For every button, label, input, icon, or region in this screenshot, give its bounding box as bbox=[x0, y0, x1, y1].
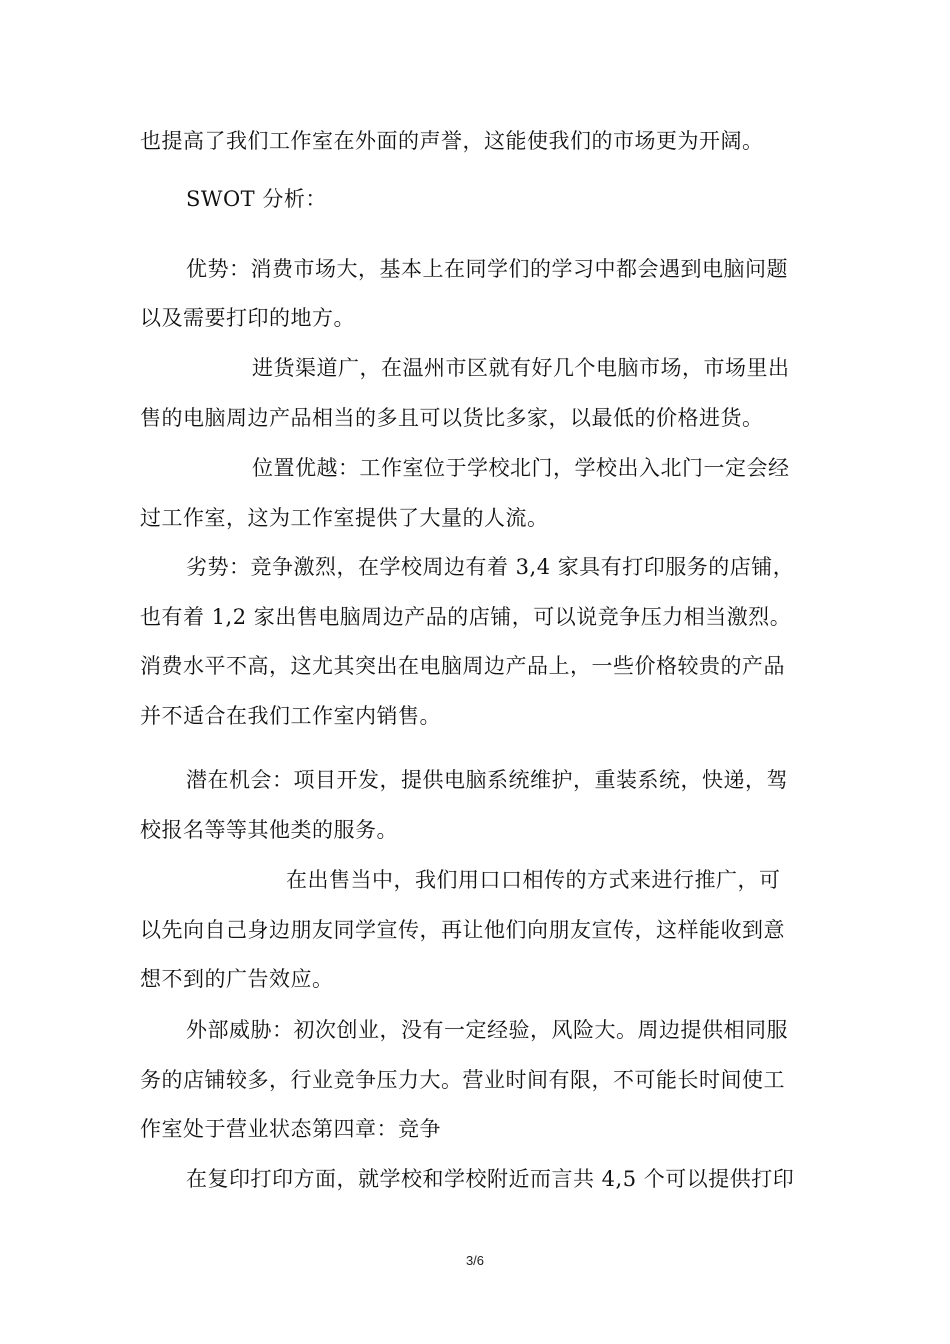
text-line: 位置优越：工作室位于学校北门，学校出入北门一定会经 bbox=[252, 456, 790, 480]
text-line: 并不适合在我们工作室内销售。 bbox=[140, 704, 441, 728]
text-line: 进货渠道广，在温州市区就有好几个电脑市场，市场里出 bbox=[252, 356, 790, 380]
text-line: 也提高了我们工作室在外面的声誉，这能使我们的市场更为开阔。 bbox=[140, 129, 764, 153]
page-number: 3/6 bbox=[465, 1253, 485, 1268]
text-line: 校报名等等其他类的服务。 bbox=[140, 818, 398, 842]
text-line: 务的店铺较多，行业竞争压力大。营业时间有限，不可能长时间使工 bbox=[140, 1068, 785, 1092]
text-line: 潜在机会：项目开发，提供电脑系统维护，重装系统，快递，驾 bbox=[186, 768, 788, 792]
text-line: 在复印打印方面，就学校和学校附近而言共 4,5 个可以提供打印 bbox=[186, 1167, 795, 1191]
text-line: 作室处于营业状态第四章：竞争 bbox=[140, 1117, 441, 1141]
text-line: 在出售当中，我们用口口相传的方式来进行推广，可 bbox=[286, 868, 781, 892]
text-line: 以及需要打印的地方。 bbox=[140, 306, 355, 330]
text-line: SWOT 分析： bbox=[186, 187, 327, 211]
text-line: 外部威胁：初次创业，没有一定经验，风险大。周边提供相同服 bbox=[186, 1018, 788, 1042]
text-line: 以先向自己身边朋友同学宣传，再让他们向朋友宣传，这样能收到意 bbox=[140, 918, 785, 942]
text-line: 优势：消费市场大，基本上在同学们的学习中都会遇到电脑问题 bbox=[186, 257, 788, 281]
text-line: 想不到的广告效应。 bbox=[140, 967, 334, 991]
text-line: 过工作室，这为工作室提供了大量的人流。 bbox=[140, 506, 549, 530]
text-line: 售的电脑周边产品相当的多且可以货比多家，以最低的价格进货。 bbox=[140, 406, 764, 430]
text-line: 劣势：竞争激烈，在学校周边有着 3,4 家具有打印服务的店铺， bbox=[186, 555, 795, 579]
text-line: 消费水平不高，这尤其突出在电脑周边产品上，一些价格较贵的产品 bbox=[140, 654, 785, 678]
text-line: 也有着 1,2 家出售电脑周边产品的店铺，可以说竞争压力相当激烈。 bbox=[140, 605, 792, 629]
